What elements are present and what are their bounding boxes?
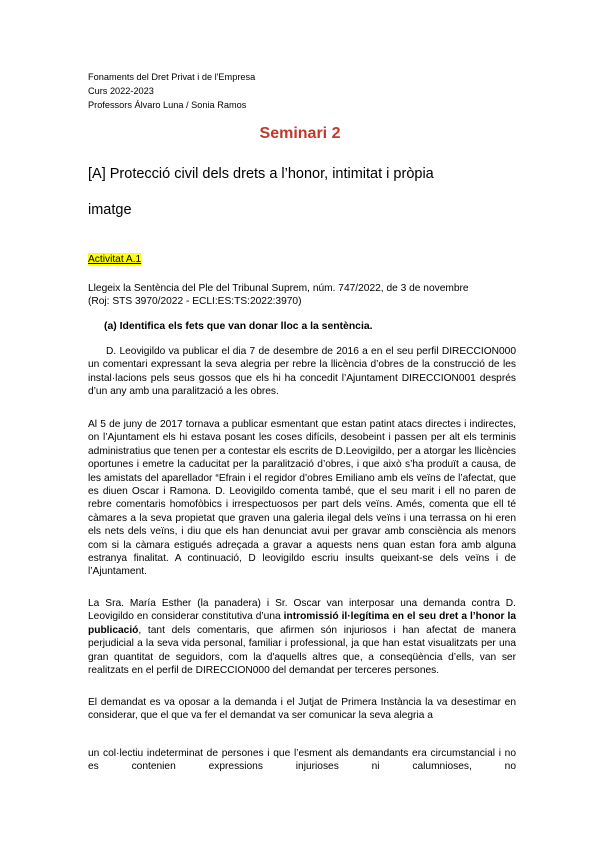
- paragraph-5: un col·lectiu indeterminat de persones i que l’esment als demandants era circumstancial i no es contenien expressions injurioses ni calumnioses, no: [88, 748, 516, 773]
- course-professors: Professors Álvaro Luna / Sonia Ramos: [88, 100, 247, 110]
- section-heading-line2: imatge: [88, 202, 132, 218]
- paragraph-3-start: La Sra. María Esther (la panadera) i Sr. Oscar van interposar una demanda contra D. Leovigildo en considerar constitutiva d’una: [88, 598, 516, 623]
- intro-line2: (Roj: STS 3970/2022 - ECLI:ES:TS:2022:3970): [88, 296, 302, 307]
- paragraph-2: Al 5 de juny de 2017 tornava a publicar esmentant que estan patint atacs directes i indirectes, on l’Ajuntament els hi estava posant les coses difícils, desobeint i passen per alt els terminis administratius que tenen per a contestar els escrits de D.Leovigildo, per a atorgar les llicències oportunes i emetre la caducitat per la paralització d’obres, i que això s’ha produït a causa, de les amistats del aparellador “Efrain i el regidor d’obres Emiliano amb els veïns de l’afectat, que es diuen Oscar i Ramona. D. Leovigildo comenta també, que el seu marit i ell no paren de rebre comentaris homofòbics i irrespectuosos per part dels veïns. Amés, comenta que ell té càmares a la seva propietat que graven una galeria ilegal dels veïns i una terrassa on hi eren els nets dels veïns, i diu que els han denunciat avui per gravar amb consciència als menors com si la càmara estigués adreçada a gravar a aquests nens quan estan fora amb alguna estranya finalitat. A continuació, D leovigildo escriu insults queixant-se dels veïns i de l’Ajuntament.: [88, 419, 516, 578]
- course-subject: Fonaments del Dret Privat i de l'Empresa: [88, 72, 256, 82]
- seminar-title: Seminari 2: [259, 125, 341, 142]
- paragraph-3-emphasis: intromissió il·legítima en el seu dret a l’honor la publicació: [88, 611, 516, 636]
- section-heading-line1: [A] Protecció civil dels drets a l’honor, intimitat i pròpia: [88, 166, 434, 182]
- activity-label: Activitat A.1: [88, 254, 142, 265]
- paragraph-3: [88, 597, 516, 677]
- paragraph-3-end: , tant dels comentaris, que afirmen són injuriosos i han afectat de manera perjudicial a la seva vida personal, familiar i professional, ja que han estat visualitzats per una gran quantitat de seguidors, com la d'aquells altres que, a conseqüència d’ells, van ser realitzats en el perfil de DIRECCION000 del demandat per terceres persones.: [88, 624, 516, 677]
- course-year: Curs 2022-2023: [88, 86, 154, 96]
- paragraph-4: El demandat es va oposar a la demanda i el Jutjat de Primera Instància la va desestimar en considerar, que el que va fer el demandat va ser comunicar la seva alegria a: [88, 697, 516, 722]
- paragraph-1: D. Leovigildo va publicar el dia 7 de desembre de 2016 a en el seu perfil DIRECCION000 un comentari expressant la seva alegria per rebre la llicència d’obres de la construcció de les instal·lacions pels seus gossos que els hi ha concedit l’Ajuntament DIRECCION001 després d’un any amb una paralització a les obres.: [88, 346, 516, 398]
- question-heading: (a) Identifica els fets que van donar lloc a la sentència.: [104, 321, 373, 332]
- intro-line1: Llegeix la Sentència del Ple del Tribunal Suprem, núm. 747/2022, de 3 de novembre: [88, 283, 469, 294]
